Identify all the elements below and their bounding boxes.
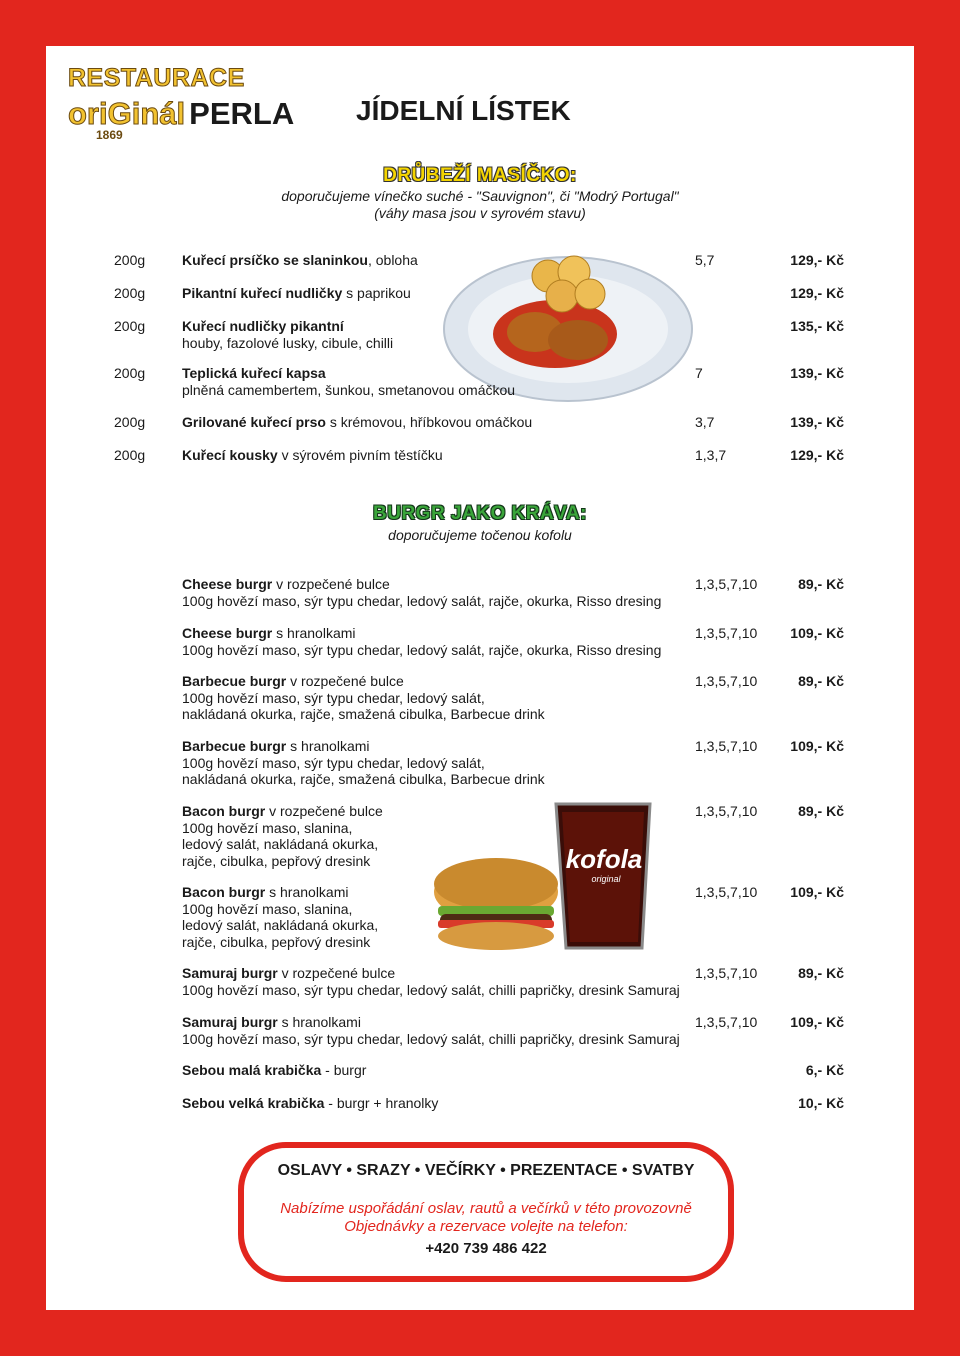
item-name (182, 285, 702, 302)
item-title: Samuraj burgr (182, 1014, 278, 1030)
item-price: 135,- Kč (790, 318, 844, 334)
item-extra: 100g hovězí maso, sýr typu chedar, ledový salát, chilli papričky, dresink Samuraj (182, 1030, 680, 1047)
item-name (182, 365, 702, 398)
item-extra: ledový salát, nakládaná okurka, (182, 917, 379, 933)
events-banner (238, 1142, 734, 1282)
item-price: 109,- Kč (790, 884, 844, 900)
item-name (182, 252, 702, 269)
poultry-note: (váhy masa jsou v syrovém stavu) (374, 205, 586, 221)
burger-subtitle: doporučujeme točenou kofolu (388, 527, 572, 543)
logo-line1: RESTAURACE (68, 64, 245, 92)
item-extra: nakládaná okurka, rajče, smažená cibulka, Barbecue drink (182, 771, 545, 787)
item-allergens: 1,3,5,7,10 (695, 884, 758, 900)
item-extra: 100g hovězí maso, slanina, (182, 819, 353, 836)
item-price: 129,- Kč (790, 285, 844, 301)
item-extra: rajče, cibulka, pepřový dresink (182, 852, 371, 869)
item-desc: s hranolkami (272, 625, 356, 641)
item-name (182, 625, 702, 658)
item-weight: 200g (114, 414, 146, 430)
item-weight: 200g (114, 318, 146, 334)
item-name (182, 576, 702, 609)
menu-item (114, 738, 854, 798)
item-price: 89,- Kč (798, 965, 844, 981)
item-title: Bacon burgr (182, 884, 266, 900)
phone-number: +420 739 486 422 (425, 1240, 547, 1257)
item-extra: rajče, cibulka, pepřový dresink (182, 933, 371, 950)
item-desc: s hranolkami (277, 1014, 361, 1030)
item-desc: v rozpečené bulce (272, 576, 390, 592)
item-desc: - burgr + hranolky (324, 1095, 439, 1111)
menu-item (114, 365, 854, 405)
item-allergens: 3,7 (695, 414, 715, 430)
events-offer-line2: Objednávky a rezervace volejte na telefon: (344, 1218, 628, 1235)
item-desc: - burgr (321, 1062, 367, 1078)
item-name (182, 965, 702, 998)
item-price: 6,- Kč (805, 1062, 844, 1078)
item-extra: ledový salát, nakládaná okurka, (182, 836, 379, 852)
item-allergens: 1,3,5,7,10 (695, 576, 758, 592)
item-name (182, 1014, 702, 1047)
item-title: Bacon burgr (182, 803, 266, 819)
item-price: 10,- Kč (798, 1095, 844, 1111)
item-price: 139,- Kč (790, 414, 844, 430)
item-extra: 100g hovězí maso, sýr typu chedar, ledový salát, rajče, okurka, Risso dresing (182, 592, 662, 609)
item-price: 89,- Kč (798, 673, 844, 689)
page-title: JÍDELNÍ LÍSTEK (356, 95, 571, 126)
item-price: 89,- Kč (798, 576, 844, 592)
item-title: Cheese burgr (182, 576, 273, 592)
events-line: OSLAVY • SRAZY • VEČÍRKY • PREZENTACE • SVATBY (277, 1162, 695, 1179)
item-name (182, 673, 702, 723)
item-desc: s hranolkami (265, 884, 349, 900)
item-title: Barbecue burgr (182, 673, 287, 689)
item-price: 109,- Kč (790, 625, 844, 641)
item-extra: 100g hovězí maso, sýr typu chedar, ledový salát, (182, 754, 485, 771)
item-title: Cheese burgr (182, 625, 273, 641)
logo-line2 (68, 96, 294, 132)
item-allergens: 1,3,5,7,10 (695, 803, 758, 819)
events-offer (244, 1200, 728, 1236)
item-title: Kuřecí prsíčko se slaninkou (182, 252, 368, 268)
item-name (182, 803, 702, 869)
burger-heading: BURGR JAKO KRÁVA: (373, 503, 587, 524)
logo-year: 1869 (96, 128, 123, 142)
item-name (182, 738, 702, 788)
item-allergens: 5,7 (695, 252, 715, 268)
item-title: Barbecue burgr (182, 738, 287, 754)
item-name (182, 318, 702, 351)
item-desc: v rozpečené bulce (265, 803, 383, 819)
item-extra: 100g hovězí maso, sýr typu chedar, ledový salát, chilli papričky, dresink Samuraj (182, 981, 680, 998)
item-extra: 100g hovězí maso, slanina, (182, 900, 353, 917)
item-price: 139,- Kč (790, 365, 844, 381)
item-title: Grilované kuřecí prso (182, 414, 326, 430)
item-name (182, 1062, 702, 1079)
item-extra: plněná camembertem, šunkou, smetanovou omáčkou (182, 381, 516, 398)
item-title: Teplická kuřecí kapsa (182, 365, 326, 381)
item-name (182, 447, 702, 464)
item-weight: 200g (114, 365, 146, 381)
item-price: 109,- Kč (790, 738, 844, 754)
kofola-sublabel: original (591, 874, 621, 884)
item-desc: s krémovou, hříbkovou omáčkou (325, 414, 533, 430)
menu-item (114, 803, 854, 869)
item-allergens: 1,3,5,7,10 (695, 738, 758, 754)
item-name (182, 884, 702, 950)
poultry-subtitle: doporučujeme vínečko suché - "Sauvignon", či "Modrý Portugal" (281, 188, 679, 204)
item-desc: , obloha (367, 252, 418, 268)
logo-original: oriGinál (68, 96, 186, 131)
events-offer-line1: Nabízíme uspořádání oslav, rautů a večírků v této provozovně (280, 1200, 692, 1217)
item-weight: 200g (114, 447, 146, 463)
item-allergens: 1,3,5,7,10 (695, 965, 758, 981)
item-allergens: 1,3,5,7,10 (695, 625, 758, 641)
item-desc: v rozpečené bulce (277, 965, 396, 981)
item-extra: nakládaná okurka, rajče, smažená cibulka, Barbecue drink (182, 706, 545, 722)
item-title: Pikantní kuřecí nudličky (182, 285, 343, 301)
kofola-label: kofola (565, 844, 643, 874)
item-extra: houby, fazolové lusky, cibule, chilli (182, 334, 394, 351)
item-price: 89,- Kč (798, 803, 844, 819)
item-title: Kuřecí nudličky pikantní (182, 318, 344, 334)
menu-item (114, 447, 854, 487)
item-weight: 200g (114, 252, 146, 268)
item-desc: v sýrovém pivním těstíčku (277, 447, 443, 463)
menu-item (114, 673, 854, 733)
item-name (182, 414, 702, 431)
item-price: 109,- Kč (790, 1014, 844, 1030)
item-extra: 100g hovězí maso, sýr typu chedar, ledový salát, (182, 689, 485, 706)
item-allergens: 7 (695, 365, 703, 381)
item-price: 129,- Kč (790, 447, 844, 463)
item-allergens: 1,3,7 (695, 447, 727, 463)
item-allergens: 1,3,5,7,10 (695, 1014, 758, 1030)
menu-item (114, 318, 854, 358)
restaurant-logo (68, 64, 295, 144)
item-title: Sebou velká krabička (182, 1095, 325, 1111)
item-name (182, 1095, 702, 1112)
item-desc: s paprikou (342, 285, 411, 301)
item-desc: s hranolkami (286, 738, 370, 754)
menu-item (114, 884, 854, 950)
item-extra: 100g hovězí maso, sýr typu chedar, ledový salát, rajče, okurka, Risso dresing (182, 641, 662, 658)
item-title: Kuřecí kousky (182, 447, 278, 463)
item-allergens: 1,3,5,7,10 (695, 673, 758, 689)
item-weight: 200g (114, 285, 146, 301)
item-price: 129,- Kč (790, 252, 844, 268)
poultry-heading: DRŮBEŽÍ MASÍČKO: (383, 165, 577, 186)
item-title: Samuraj burgr (182, 965, 278, 981)
logo-perla: PERLA (189, 96, 295, 131)
item-title: Sebou malá krabička (182, 1062, 322, 1078)
item-desc: v rozpečené bulce (286, 673, 404, 689)
